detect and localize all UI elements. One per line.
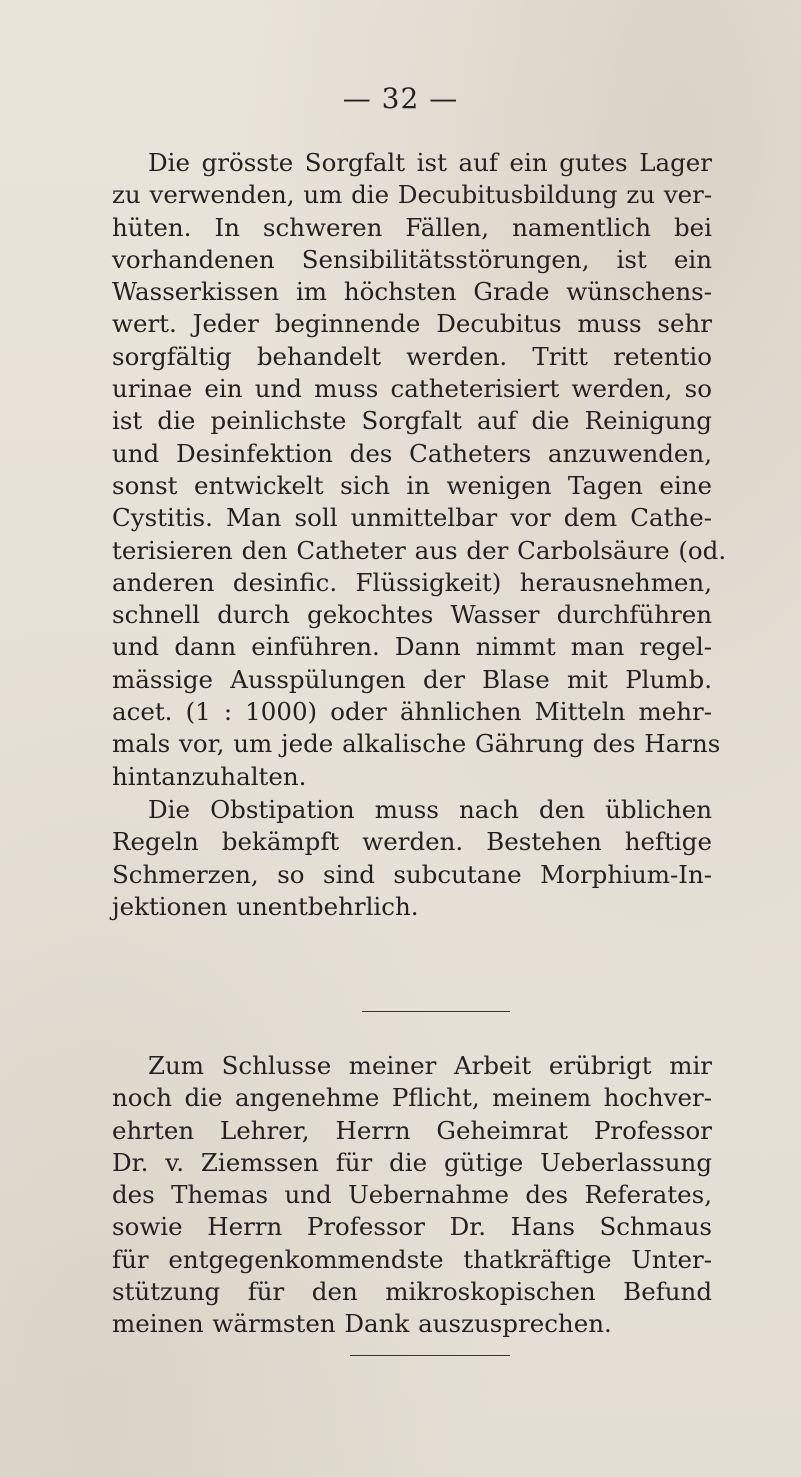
end-divider bbox=[350, 1355, 510, 1356]
text-line: anderen desinfic. Flüssigkeit) herausnehmen, bbox=[112, 567, 712, 597]
text-line: noch die angenehme Pflicht, meinem hochver- bbox=[112, 1083, 712, 1113]
text-line: stützung für den mikroskopischen Befund bbox=[112, 1277, 712, 1307]
text-line: Wasserkissen im höchsten Grade wünschens- bbox=[112, 277, 712, 307]
text-line: wert. Jeder beginnende Decubitus muss sehr bbox=[112, 309, 712, 339]
text-line: mässige Ausspülungen der Blase mit Plumb. bbox=[112, 664, 712, 694]
paragraph-care-instructions bbox=[112, 147, 727, 793]
text-line: für entgegenkommendste thatkräftige Unter- bbox=[112, 1244, 712, 1274]
text-line: Schmerzen, so sind subcutane Morphium-In- bbox=[112, 859, 712, 889]
text-line: hüten. In schweren Fällen, namentlich bei bbox=[112, 212, 712, 242]
text-line: terisieren den Catheter aus der Carbolsäure (od. bbox=[112, 535, 727, 565]
text-line: vorhandenen Sensibilitätsstörungen, ist ein bbox=[112, 244, 712, 274]
text-line: des Themas und Uebernahme des Referates, bbox=[112, 1180, 712, 1210]
text-line: hintanzuhalten. bbox=[112, 761, 307, 791]
text-line: zu verwenden, um die Decubitusbildung zu ver- bbox=[112, 180, 713, 210]
text-line: ehrten Lehrer, Herrn Geheimrat Professor bbox=[112, 1115, 712, 1145]
text-line: schnell durch gekochtes Wasser durchführen bbox=[112, 600, 712, 630]
text-line: sowie Herrn Professor Dr. Hans Schmaus bbox=[112, 1212, 712, 1242]
text-line: und dann einführen. Dann nimmt man regel- bbox=[112, 632, 712, 662]
text-line: Dr. v. Ziemssen für die gütige Ueberlassung bbox=[112, 1147, 712, 1177]
text-line: Die Obstipation muss nach den üblichen bbox=[148, 795, 712, 824]
text-line: Die grösste Sorgfalt ist auf ein gutes Lager bbox=[148, 148, 712, 177]
text-line: urinae ein und muss catheterisiert werden, so bbox=[112, 374, 712, 404]
text-line: ist die peinlichste Sorgfalt auf die Reinigung bbox=[112, 406, 712, 436]
page-number: — 32 — bbox=[342, 82, 459, 115]
text-line: meinen wärmsten Dank auszusprechen. bbox=[112, 1309, 612, 1339]
text-line: Cystitis. Man soll unmittelbar vor dem Cathe- bbox=[112, 503, 712, 533]
paragraph-acknowledgements bbox=[112, 1050, 712, 1341]
text-line: sonst entwickelt sich in wenigen Tagen eine bbox=[112, 470, 712, 500]
section-divider bbox=[362, 1011, 510, 1012]
text-line: und Desinfektion des Catheters anzuwenden, bbox=[112, 438, 712, 468]
text-line: acet. (1 : 1000) oder ähnlichen Mitteln mehr- bbox=[112, 697, 712, 727]
paragraph-obstipation bbox=[112, 794, 712, 923]
text-line: Zum Schlusse meiner Arbeit erübrigt mir bbox=[148, 1051, 712, 1080]
text-line: Regeln bekämpft werden. Bestehen heftige bbox=[112, 827, 712, 857]
text-line: jektionen unentbehrlich. bbox=[112, 891, 419, 921]
text-line: sorgfältig behandelt werden. Tritt retentio bbox=[112, 341, 712, 371]
text-line: mals vor, um jede alkalische Gährung des Harns bbox=[112, 729, 721, 759]
